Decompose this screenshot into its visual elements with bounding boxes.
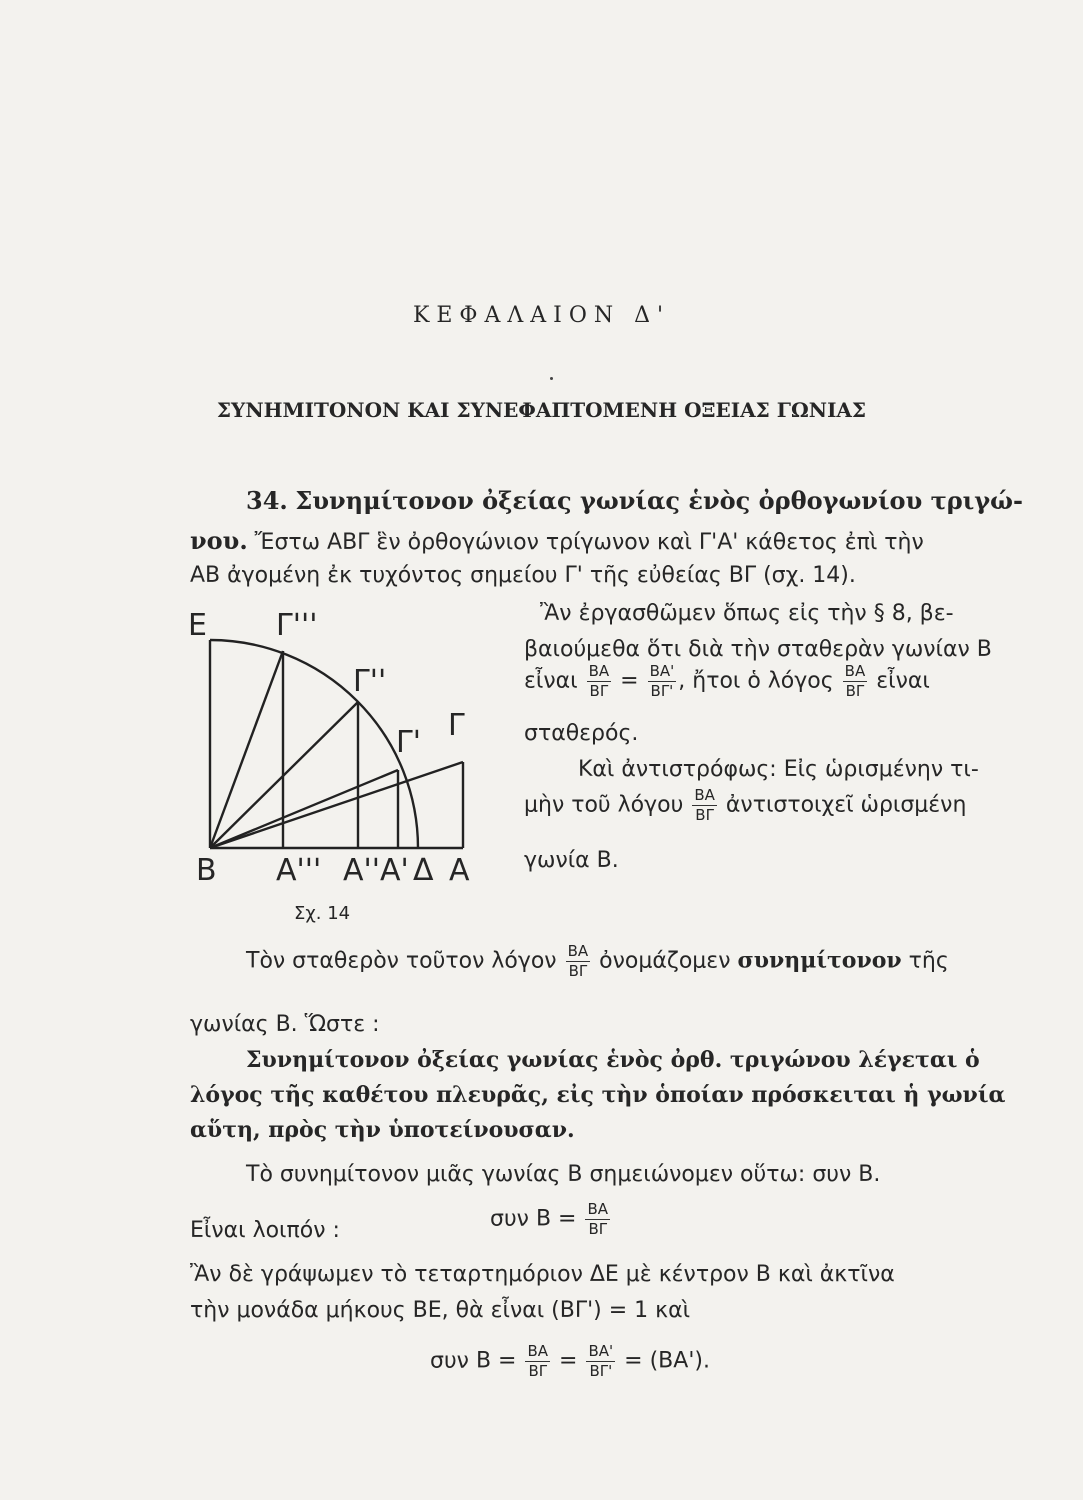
page-title: ΣΥΝΗΜΙΤΟΝΟΝ ΚΑΙ ΣΥΝΕΦΑΠΤΟΜΕΝΗ ΟΞΕΙΑΣ ΓΩΝΙΑΣ [216,398,867,422]
equation-lhs: συν Β = [490,1206,577,1232]
figure-14-diagram [188,610,488,860]
figure-ray-1 [210,651,283,848]
definition-line3: αὕτη, πρὸς τὴν ὑποτείνουσαν. [190,1117,575,1143]
final-equation [430,1342,710,1381]
decorative-dot [550,377,553,380]
section-heading: Συνημίτονον ὀξείας γωνίας ἑνὸς ὀρθογωνίου τριγώ- [295,486,1023,515]
definition-intro-line2: γωνίας Β. Ὥστε : [190,1012,380,1037]
section-number: 34. [246,486,288,515]
section-heading-end: νου. [190,526,248,555]
definition-line1: Συνημίτονον ὀξείας γωνίας ἑνὸς ὀρθ. τριγώνου λέγεται ὁ [246,1047,980,1073]
fraction-ba-bg-4: $\frac{BA}{B\Gamma}$ [567,942,589,980]
section-text-8 [524,786,966,825]
text-etoi: , ἤτοι ὁ λόγος [678,668,834,694]
figure-label-a: Α [449,853,470,888]
text-tis: τῆς [908,948,949,974]
definition-intro-line1 [246,942,949,981]
section-text-3: Ἂν ἐργασθῶμεν ὅπως εἰς τὴν § 8, βε- [540,601,954,626]
text-ton-statheron: Τὸν σταθερὸν τοῦτον λόγον [246,948,557,974]
figure-label-b: Β [196,853,217,888]
fraction-ba-bg: $\frac{BA}{B\Gamma}$ [588,662,610,700]
section-heading-line1 [246,486,1023,515]
fraction-ba-bg-5: $\frac{BA}{B\Gamma}$ [587,1200,609,1238]
section-text-9: γωνία Β. [524,848,619,873]
quadrant-line2: τὴν μονάδα μήκους ΒΕ, θὰ εἶναι (ΒΓ') = 1 καὶ [190,1298,691,1323]
figure-label-g2: Γ'' [353,664,387,699]
quadrant-line1: Ἂν δὲ γράψωμεν τὸ τεταρτημόριον ΔΕ μὲ κέντρον Β καὶ ἀκτῖνα [190,1262,895,1287]
final-equation-lhs: συν Β = [430,1348,517,1374]
figure-label-g: Γ [448,708,465,743]
figure-label-a2-a1: Α''Α' [343,853,409,888]
figure-caption: Σχ. 14 [294,903,351,924]
section-text-2: ΑΒ ἀγομένη ἐκ τυχόντος σημείου Γ' τῆς εὐθείας ΒΓ (σχ. 14). [190,563,856,588]
figure-label-d: Δ [413,853,434,888]
text-logou: μὴν τοῦ λόγου [524,792,684,818]
notation-line: Τὸ συνημίτονον μιᾶς γωνίας Β σημειώνομεν οὕτω: συν Β. [246,1162,881,1187]
final-equation-equals: = [559,1348,578,1374]
figure-label-g3: Γ''' [276,608,318,643]
figure-label-g1: Γ' [396,725,421,760]
text-antistoixei: ἀντιστοιχεῖ ὡρισμένη [725,792,967,818]
section-text-6: σταθερός. [524,721,639,746]
fraction-ba1-bg1-2: $\frac{BA'}{B\Gamma'}$ [588,1342,614,1380]
section-text-4: βαιούμεθα ὅτι διὰ τὴν σταθερὰν γωνίαν Β [524,637,992,662]
figure-ray-3 [210,770,398,848]
therefore-equation [490,1200,612,1239]
final-equation-rhs: = (ΒΑ'). [624,1348,710,1374]
fraction-ba-bg-3: $\frac{BA}{B\Gamma}$ [694,786,715,824]
term-synimitonon: συνημίτονον [737,947,902,974]
section-text-5 [524,662,930,701]
text-onomazomen: ὀνομάζομεν [599,948,731,974]
figure-label-e: Ε [188,608,207,643]
equals-sign: = [620,668,639,694]
figure-label-a3: Α''' [276,853,322,888]
fraction-ba-bg-2: $\frac{BA}{B\Gamma}$ [844,662,866,700]
section-line1 [190,526,924,555]
text-einai: εἶναι [524,668,578,694]
section-text-1: Ἔστω ΑΒΓ ἓν ὀρθογώνιον τρίγωνον καὶ Γ'Α' κάθετος ἐπὶ τὴν [254,530,924,555]
definition-line2: λόγος τῆς καθέτου πλευρᾶς, εἰς τὴν ὁποίαν πρόσκειται ἡ γωνία [190,1082,1006,1108]
chapter-heading: ΚΕΦΑΛΑΙΟΝ Δ' [412,303,671,328]
section-text-7: Καὶ ἀντιστρόφως: Εἰς ὡρισμένην τι- [578,757,979,782]
fraction-ba-bg-6: $\frac{BA}{B\Gamma}$ [527,1342,549,1380]
text-einai-2: εἶναι [876,668,930,694]
figure-ray-4 [210,762,463,848]
fraction-ba1-bg1: $\frac{BA'}{B\Gamma'}$ [649,662,675,700]
therefore-label: Εἶναι λοιπόν : [190,1218,340,1243]
